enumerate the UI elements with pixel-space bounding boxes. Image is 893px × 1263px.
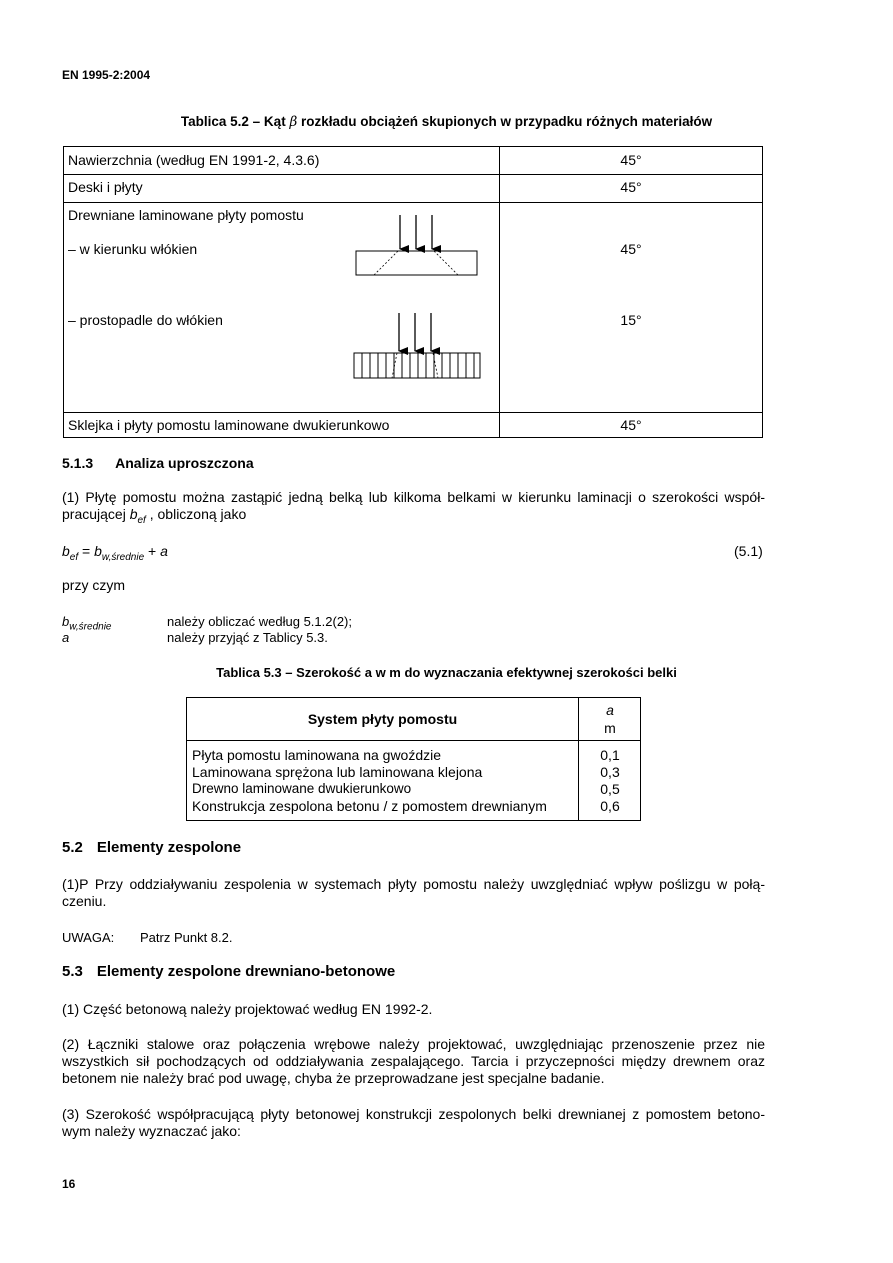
cell-material-sub: – w kierunku włókien: [68, 241, 198, 257]
definition-text: należy obliczać według 5.1.2(2);: [167, 614, 352, 629]
table-5-3: [186, 697, 641, 821]
load-spread-along-grain-diagram: [354, 213, 480, 277]
table-cell-system: Laminowana sprężona lub laminowana klejona: [192, 764, 483, 780]
note-text: Patrz Punkt 8.2.: [140, 930, 233, 945]
section-title: Elementy zespolone: [96, 839, 242, 856]
text-line: [62, 506, 765, 529]
section-5-1-3-heading: [62, 455, 254, 471]
deck-section-laminated: [354, 353, 480, 378]
cell-material: Drewniane laminowane płyty pomostu: [68, 207, 304, 223]
eq-op: =: [78, 543, 95, 559]
cell-angle: 45°: [620, 179, 642, 195]
section-title: Elementy zespolone drewniano-betonowe: [96, 963, 396, 980]
symbol: b: [62, 614, 70, 629]
subscript: ef: [137, 514, 146, 526]
table-cell-a: 0,3: [600, 764, 620, 780]
subscript: w,średnie: [69, 621, 112, 633]
table-cell-a: 0,6: [600, 798, 620, 814]
table-cell-a: 0,5: [600, 781, 620, 797]
cell-material: Sklejka i płyty pomostu laminowane dwukierunkowo: [68, 417, 390, 433]
section-number: 5.2: [62, 839, 83, 856]
text-line: (1) Płytę pomostu można zastąpić jedną belką lub kilkoma belkami w kierunku laminacji o szerokości współ-: [62, 489, 765, 505]
table-5-2: [63, 146, 763, 438]
text-line: (3) Szerokość współpracującą płyty betonowej konstrukcji zespolonych belki drewnianej z pomostem betono-: [62, 1106, 765, 1122]
cell-angle: 45°: [620, 152, 642, 168]
cell-material: Deski i płyty: [68, 179, 143, 195]
table-cell-a: 0,1: [600, 747, 620, 763]
text-line: wym należy wyznaczać jako:: [62, 1123, 241, 1139]
where-text: przy czym: [62, 577, 125, 593]
text-line: (2) Łączniki stalowe oraz połączenia wrębowe należy projektować, uwzględniając przenoszenie przez nie: [62, 1036, 765, 1052]
eq-term: a: [160, 543, 168, 559]
equation-5-1: [62, 543, 168, 563]
text-line: czeniu.: [62, 893, 107, 909]
cell-material-sub: – prostopadle do włókien: [68, 312, 223, 328]
cell-angle: 45°: [620, 241, 642, 257]
equation-number: (5.1): [734, 543, 763, 559]
definition-text: należy przyjąć z Tablicy 5.3.: [167, 630, 328, 645]
paragraph-5-2-1: [62, 876, 765, 910]
cell-angle: 45°: [620, 417, 642, 433]
beta-symbol: β: [289, 114, 298, 130]
definition-symbol: [62, 614, 111, 633]
text-line: betonem nie należy brać pod uwagę, chyba że przeprowadzane jest specjalne badanie.: [62, 1070, 605, 1086]
subscript: ef: [69, 551, 79, 563]
section-5-2-heading: [62, 839, 241, 856]
section-title: Analiza uproszczona: [115, 455, 254, 471]
section-number: 5.1.3: [62, 455, 94, 471]
table-5-3-caption: Tablica 5.3 – Szerokość a w m do wyznaczania efektywnej szerokości belki: [216, 665, 677, 680]
cell-angle: 15°: [620, 312, 642, 328]
paragraph-5-1-3-1: [62, 489, 765, 529]
caption-text: rozkładu obciążeń skupionych w przypadku różnych materiałów: [297, 114, 713, 129]
section-5-3-heading: [62, 963, 395, 980]
eq-op: +: [144, 543, 161, 559]
table-cell-system: Drewno laminowane dwukierunkowo: [192, 781, 412, 796]
document-id: EN 1995-2:2004: [62, 68, 151, 82]
subscript: w,średnie: [101, 551, 145, 563]
load-spread-perpendicular-diagram: [352, 311, 482, 381]
column-header-system: System płyty pomostu: [307, 711, 458, 727]
header-divider: [187, 740, 640, 741]
definition-symbol: a: [62, 630, 70, 645]
column-header-unit: m: [604, 720, 616, 736]
table-cell-system: Konstrukcja zespolona betonu / z pomostem drewnianym: [192, 798, 547, 814]
text-line: wszystkich sił pochodzących od oddziaływania zespalającego. Tarcia i przyczepności między drewnem oraz: [62, 1053, 765, 1069]
table-cell-system: Płyta pomostu laminowana na gwoździe: [192, 747, 442, 763]
text: , obliczoną jako: [145, 506, 247, 522]
eq-term: b: [62, 543, 70, 559]
var-b: b: [129, 506, 138, 522]
table-5-2-caption: [0, 114, 893, 130]
deck-section: [356, 251, 477, 275]
eq-term: b: [94, 543, 102, 559]
column-header-a: a: [606, 702, 614, 718]
text-line: (1)P Przy oddziaływaniu zespolenia w systemach płyty pomostu należy uwzględniać wpływ poślizgu w połą-: [62, 876, 765, 892]
paragraph-5-3-1: (1) Część betonową należy projektować według EN 1992-2.: [62, 1001, 433, 1017]
page-number: 16: [62, 1177, 76, 1191]
cell-material: Nawierzchnia (według EN 1991-2, 4.3.6): [68, 152, 320, 168]
paragraph-5-3-2: [62, 1036, 765, 1087]
text: pracującej: [62, 506, 130, 522]
paragraph-5-3-3: [62, 1106, 765, 1140]
note-label: UWAGA:: [62, 930, 115, 945]
caption-text: Tablica 5.2 – Kąt: [180, 114, 290, 129]
section-number: 5.3: [62, 963, 83, 980]
